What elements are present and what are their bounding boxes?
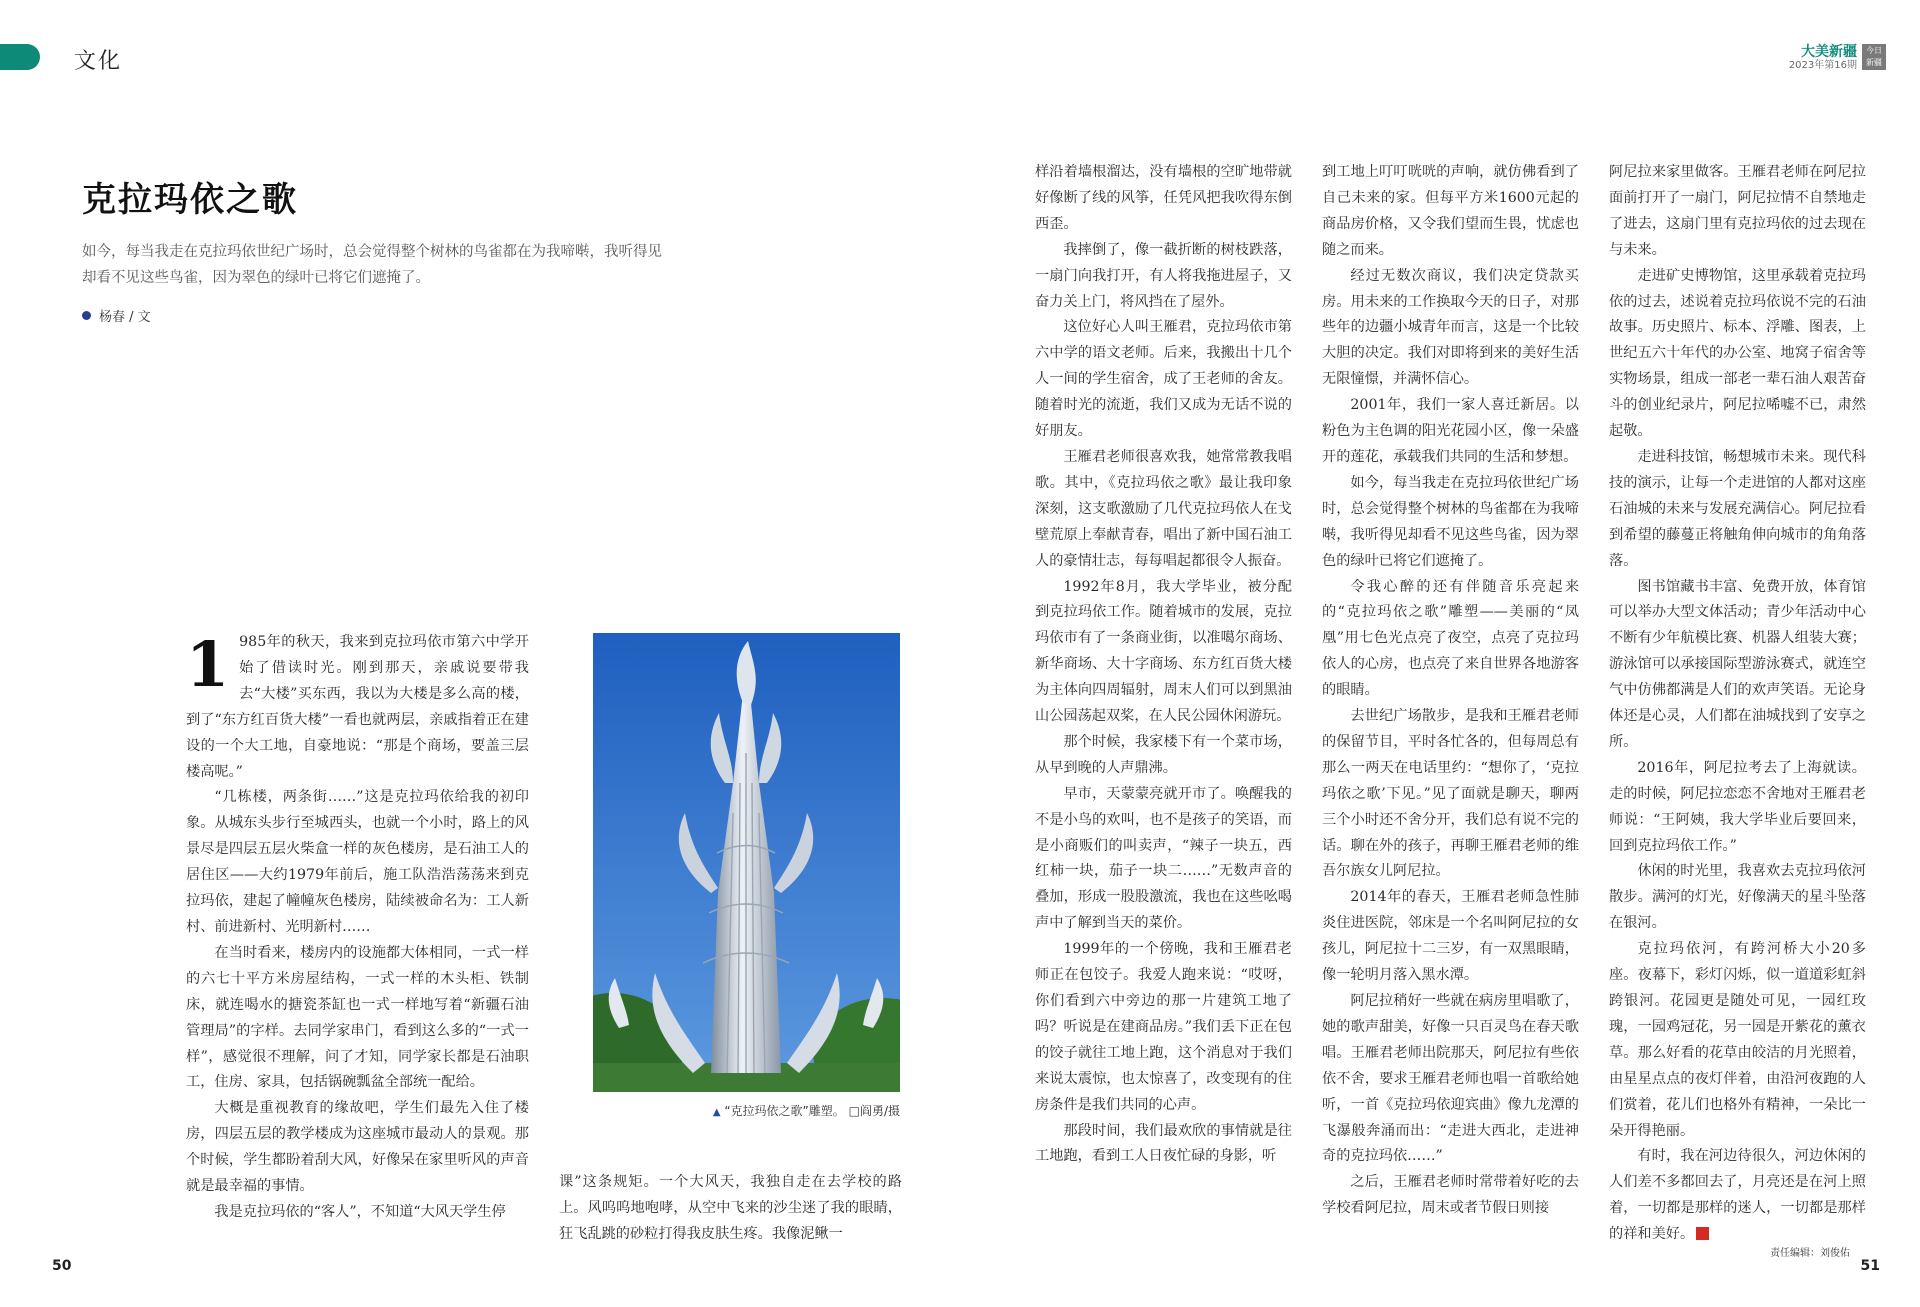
paragraph: 王雁君老师很喜欢我，她常常教我唱歌。其中，《克拉玛依之歌》最让我印象深刻，这支歌激励了几代克拉玛依人在戈壁荒原上奉献青春，唱出了新中国石油工人的豪情壮志，每每唱起都很令人振奋。 bbox=[1035, 448, 1292, 569]
paragraph: 2014年的春天，王雁君老师急性肺炎住进医院，邻床是一个名叫阿尼拉的女孩儿，阿尼拉十二三岁，有一双黑眼睛，像一轮明月落入黑水潭。 bbox=[1322, 889, 1579, 984]
column-1-continuation bbox=[559, 1170, 902, 1248]
page-number-right: 51 bbox=[1860, 1258, 1880, 1274]
paragraph: 休闲的时光里，我喜欢去克拉玛依河散步。满河的灯光，好像满天的星斗坠落在银河。 bbox=[1609, 863, 1866, 932]
paragraph: 令我心醉的还有伴随音乐亮起来的“克拉玛依之歌”雕塑——美丽的“凤凰”用七色光点亮了夜空，点亮了克拉玛依人的心房，也点亮了来自世界各地游客的眼睛。 bbox=[1322, 578, 1579, 699]
byline-dot-icon bbox=[82, 311, 91, 320]
responsible-editor: 责任编辑：刘俊佑 bbox=[1770, 1248, 1850, 1259]
paragraph: 走进矿史博物馆，这里承载着克拉玛依的过去，述说着克拉玛依说不完的石油故事。历史照片、标本、浮雕、图表，上世纪五六十年代的办公室、地窝子宿舍等实物场景，组成一部老一辈石油人艰苦奋斗的创业纪录片，阿尼拉唏嘘不已，肃然起敬。 bbox=[1609, 267, 1866, 440]
article-title: 克拉玛依之歌 bbox=[82, 180, 298, 220]
caption-triangle-icon: ▲ bbox=[712, 1107, 721, 1118]
paragraph: 课”这条规矩。一个大风天，我独自走在去学校的路上。风呜呜地咆哮，从空中飞来的沙尘迷了我的眼睛，狂飞乱跳的砂粒打得我皮肤生疼。我像泥鳅一 bbox=[559, 1174, 902, 1242]
masthead-logo-line1: 今日 bbox=[1866, 46, 1882, 55]
paragraph: 1992年8月，我大学毕业，被分配到克拉玛依工作。随着城市的发展，克拉玛依市有了一条商业街，以准噶尔商场、新华商场、大十字商场、东方红百货大楼为主体向四周辐射，周末人们可以到黑油山公园荡起双桨，在人民公园休闲游玩。 bbox=[1035, 578, 1292, 725]
paragraph: 之后，王雁君老师时常带着好吃的去学校看阿尼拉，周末或者节假日则接 bbox=[1322, 1174, 1579, 1217]
magazine-issue: 2023年第16期 bbox=[1788, 60, 1857, 71]
article-intro: 如今，每当我走在克拉玛依世纪广场时，总会觉得整个树林的鸟雀都在为我啼啭，我听得见却看不见这些鸟雀，因为翠色的绿叶已将它们遮掩了。 bbox=[82, 244, 662, 286]
paragraph: 去世纪广场散步，是我和王雁君老师的保留节目，平时各忙各的，但每周总有那么一两天在电话里约：“想你了，‘克拉玛依之歌’下见。”见了面就是聊天，聊两三个小时还不舍分开，我们总有说不完的话。聊在外的孩子，再聊王雁君老师的维吾尔族女儿阿尼拉。 bbox=[1322, 708, 1579, 880]
paragraph: 大概是重视教育的缘故吧，学生们最先入住了楼房，四层五层的教学楼成为这座城市最动人的景观。那个时候，学生都盼着刮大风，好像呆在家里听风的声音就是最幸福的事情。 bbox=[186, 1100, 529, 1195]
masthead-text bbox=[1789, 44, 1857, 72]
section-tab-marker bbox=[0, 44, 40, 70]
paragraph-text: 有时，我在河边待很久，河边休闲的人们差不多都回去了，月亮还是在河上照着，一切都是那样的迷人，一切都是那样的祥和美好。 bbox=[1609, 1148, 1866, 1243]
paragraph bbox=[186, 630, 529, 785]
paragraph: 克拉玛依河，有跨河桥大小20多座。夜幕下，彩灯闪烁，似一道道彩虹斜跨银河。花园更是随处可见，一园红玫瑰，一园鸡冠花，另一园是开紫花的薰衣草。那么好看的花草由皎洁的月光照着，由星星点点的夜灯伴着，由沿河夜跑的人们赏着，花儿们也格外有精神，一朵比一朵开得艳丽。 bbox=[1609, 941, 1866, 1139]
paragraph: 阿尼拉稍好一些就在病房里唱歌了，她的歌声甜美，好像一只百灵鸟在春天歌唱。王雁君老师出院那天，阿尼拉有些依依不舍，要求王雁君老师也唱一首歌给她听，一首《克拉玛依迎宾曲》像九龙潭的飞瀑般奔涌而出：“走进大西北，走进神奇的克拉玛依……” bbox=[1322, 993, 1579, 1165]
paragraph: 2001年，我们一家人喜迁新居。以粉色为主色调的阳光花园小区，像一朵盛开的莲花，承载我们共同的生活和梦想。 bbox=[1322, 397, 1579, 465]
sculpture-photo bbox=[593, 633, 900, 1092]
page-number-left: 50 bbox=[52, 1258, 72, 1274]
masthead-logo-box bbox=[1862, 44, 1886, 70]
paragraph: 走进科技馆，畅想城市未来。现代科技的演示，让每一个走进馆的人都对这座石油城的未来与发展充满信心。阿尼拉看到希望的藤蔓正将触角伸向城市的角角落落。 bbox=[1609, 448, 1866, 569]
caption-text: “克拉玛依之歌”雕塑。 bbox=[724, 1104, 845, 1118]
paragraph: 那个时候，我家楼下有一个菜市场，从早到晚的人声鼎沸。 bbox=[1035, 733, 1292, 776]
drop-cap: 1 bbox=[186, 628, 230, 701]
byline bbox=[82, 306, 151, 325]
masthead bbox=[1789, 44, 1886, 72]
paragraph: “几栋楼，两条街……”这是克拉玛依给我的初印象。从城东头步行至城西头，也就一个小时，路上的风景尽是四层五层火柴盒一样的灰色楼房，是石油工人的居住区——大约1979年前后，施工队浩浩荡荡来到克拉玛依，建起了幢幢灰色楼房，陆续被命名为：工人新村、前进新村、光明新村…… bbox=[186, 789, 529, 935]
paragraph: 到工地上叮叮咣咣的声响，就仿佛看到了自己未来的家。但每平方米1600元起的商品房价格，又令我们望而生畏，忧虑也随之而来。 bbox=[1322, 164, 1579, 258]
magazine-title: 大美新疆 bbox=[1801, 44, 1857, 60]
paragraph: 如今，每当我走在克拉玛依世纪广场时，总会觉得整个树林的鸟雀都在为我啼啭，我听得见却看不见这些鸟雀，因为翠色的绿叶已将它们遮掩了。 bbox=[1322, 474, 1579, 569]
section-name: 文化 bbox=[74, 49, 123, 74]
paragraph: 这位好心人叫王雁君，克拉玛依市第六中学的语文老师。后来，我搬出十几个人一间的学生宿舍，成了王老师的舍友。随着时光的流逝，我们又成为无话不说的好朋友。 bbox=[1035, 319, 1292, 440]
end-mark-icon bbox=[1696, 1227, 1709, 1240]
paragraph-text: 985年的秋天，我来到克拉玛依市第六中学开始了借读时光。刚到那天，亲戚说要带我去“大楼”买东西，我以为大楼是多么高的楼，到了“东方红百货大楼”一看也就两层，亲戚指着正在建设的一个大工地，自豪地说：“那是个商场，要盖三层楼高呢。” bbox=[186, 634, 529, 780]
paragraph: 阿尼拉来家里做客。王雁君老师在阿尼拉面前打开了一扇门，阿尼拉情不自禁地走了进去，这扇门里有克拉玛依的过去现在与未来。 bbox=[1609, 164, 1866, 258]
byline-author: 杨春 / 文 bbox=[99, 310, 151, 325]
column-3 bbox=[1322, 160, 1579, 1222]
paragraph: 我是克拉玛依的“客人”，不知道“大风天学生停 bbox=[214, 1203, 506, 1220]
paragraph bbox=[1609, 1144, 1866, 1248]
paragraph: 那段时间，我们最欢欣的事情就是往工地跑，看到工人日夜忙碌的身影，听 bbox=[1035, 1122, 1292, 1165]
paragraph: 2016年，阿尼拉考去了上海就读。走的时候，阿尼拉恋恋不舍地对王雁君老师说：“王阿姨，我大学毕业后要回来，回到克拉玛依工作。” bbox=[1609, 759, 1866, 854]
column-4 bbox=[1609, 160, 1866, 1248]
paragraph: 我摔倒了，像一截折断的树枝跌落，一扇门向我打开，有人将我拖进屋子，又奋力关上门，将风挡在了屋外。 bbox=[1035, 241, 1292, 310]
paragraph: 经过无数次商议，我们决定贷款买房。用未来的工作换取今天的日子，对那些年的边疆小城青年而言，这是一个比较大胆的决定。我们对即将到来的美好生活无限憧憬，并满怀信心。 bbox=[1322, 267, 1579, 388]
column-1 bbox=[186, 630, 529, 1226]
paragraph: 在当时看来，楼房内的设施都大体相同，一式一样的六七十平方米房屋结构，一式一样的木头柜、铁制床，就连喝水的搪瓷茶缸也一式一样地写着“新疆石油管理局”的字样。去同学家串门，看到这么多的“一式一样”，感觉很不理解，问了才知，同学家长都是石油职工，住房、家具，包括锅碗瓢盆全部统一配给。 bbox=[186, 944, 529, 1091]
paragraph: 1999年的一个傍晚，我和王雁君老师正在包饺子。我爱人跑来说：“哎呀，你们看到六中旁边的那一片建筑工地了吗？听说是在建商品房。”我们丢下正在包的饺子就往工地上跑，这个消息对于我们来说太震惊，也太惊喜了，改变现有的住房条件是我们共同的心声。 bbox=[1035, 941, 1292, 1113]
paragraph: 早市，天蒙蒙亮就开市了。唤醒我的不是小鸟的欢叫，也不是孩子的笑语，而是小商贩们的叫卖声，“辣子一块五，西红柿一块，茄子一块二……”无数声音的叠加，形成一股股激流，我也在这些吆喝声中了解到当天的菜价。 bbox=[1035, 785, 1292, 932]
paragraph: 图书馆藏书丰富、免费开放，体育馆可以举办大型文体活动；青少年活动中心不断有少年航模比赛、机器人组装大赛；游泳馆可以承接国际型游泳赛式，就连空气中仿佛都满是人们的欢声笑语。无论身体还是心灵，人们都在油城找到了安享之所。 bbox=[1609, 578, 1866, 750]
caption-credit: □阎勇/摄 bbox=[848, 1104, 900, 1118]
masthead-logo-line2: 新疆 bbox=[1866, 58, 1882, 67]
paragraph: 样沿着墙根溜达，没有墙根的空旷地带就好像断了线的风筝，任凭风把我吹得东倒西歪。 bbox=[1035, 164, 1292, 232]
photo-caption bbox=[593, 1102, 900, 1119]
column-2 bbox=[1035, 160, 1292, 1170]
